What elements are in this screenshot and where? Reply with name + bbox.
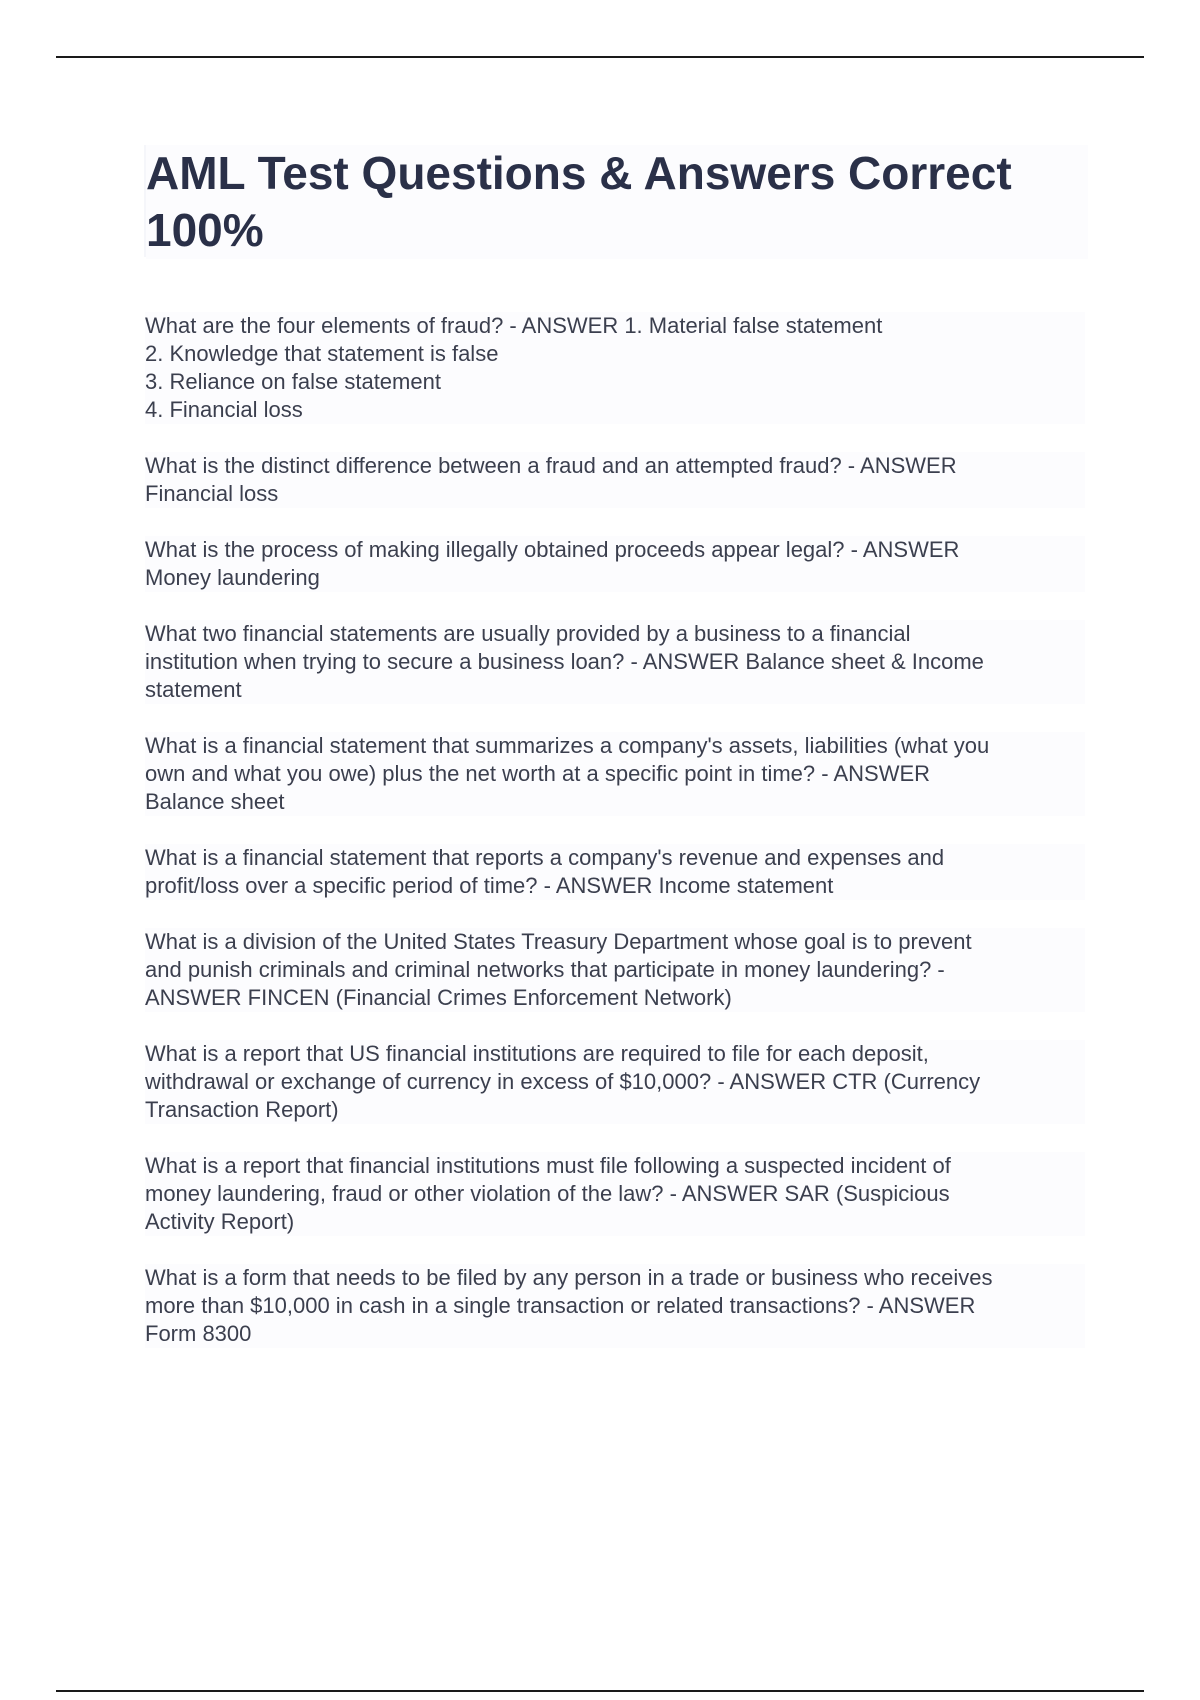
qa-line: institution when trying to secure a business loan? - ANSWER Balance sheet & Income xyxy=(145,648,1085,676)
qa-line: Transaction Report) xyxy=(145,1096,1085,1124)
footer-rule xyxy=(56,1690,1144,1692)
qa-line: What is the process of making illegally obtained proceeds appear legal? - ANSWER xyxy=(145,536,1085,564)
qa-line: Financial loss xyxy=(145,480,1085,508)
qa-line: own and what you owe) plus the net worth at a specific point in time? - ANSWER xyxy=(145,760,1085,788)
qa-item xyxy=(145,1040,1085,1124)
qa-item xyxy=(145,536,1085,592)
title-band xyxy=(144,145,1088,257)
qa-line: Money laundering xyxy=(145,564,1085,592)
qa-line: 3. Reliance on false statement xyxy=(145,368,1085,396)
qa-line: profit/loss over a specific period of time? - ANSWER Income statement xyxy=(145,872,1085,900)
qa-line: What is a division of the United States Treasury Department whose goal is to prevent xyxy=(145,928,1085,956)
qa-line: 4. Financial loss xyxy=(145,396,1085,424)
page-title xyxy=(144,145,1088,259)
qa-list xyxy=(145,312,1085,1376)
qa-line: and punish criminals and criminal networks that participate in money laundering? - xyxy=(145,956,1085,984)
qa-item xyxy=(145,732,1085,816)
qa-line: What two financial statements are usually provided by a business to a financial xyxy=(145,620,1085,648)
qa-line: Balance sheet xyxy=(145,788,1085,816)
qa-line: What is a report that US financial institutions are required to file for each deposit, xyxy=(145,1040,1085,1068)
qa-item xyxy=(145,928,1085,1012)
qa-item xyxy=(145,452,1085,508)
qa-item xyxy=(145,1264,1085,1348)
qa-line: What is the distinct difference between a fraud and an attempted fraud? - ANSWER xyxy=(145,452,1085,480)
qa-line: more than $10,000 in cash in a single transaction or related transactions? - ANSWER xyxy=(145,1292,1085,1320)
qa-line: withdrawal or exchange of currency in excess of $10,000? - ANSWER CTR (Currency xyxy=(145,1068,1085,1096)
title-line: 100% xyxy=(146,202,1088,259)
qa-line: Form 8300 xyxy=(145,1320,1085,1348)
qa-line: What is a financial statement that summarizes a company's assets, liabilities (what you xyxy=(145,732,1085,760)
qa-line: What are the four elements of fraud? - ANSWER 1. Material false statement xyxy=(145,312,1085,340)
qa-item xyxy=(145,620,1085,704)
qa-line: What is a report that financial institutions must file following a suspected incident of xyxy=(145,1152,1085,1180)
header-rule xyxy=(56,56,1144,58)
qa-item xyxy=(145,312,1085,424)
title-line: AML Test Questions & Answers Correct xyxy=(146,145,1088,202)
qa-line: money laundering, fraud or other violation of the law? - ANSWER SAR (Suspicious xyxy=(145,1180,1085,1208)
qa-line: 2. Knowledge that statement is false xyxy=(145,340,1085,368)
qa-line: statement xyxy=(145,676,1085,704)
qa-item xyxy=(145,844,1085,900)
qa-line: ANSWER FINCEN (Financial Crimes Enforcement Network) xyxy=(145,984,1085,1012)
qa-line: What is a form that needs to be filed by any person in a trade or business who receives xyxy=(145,1264,1085,1292)
qa-item xyxy=(145,1152,1085,1236)
qa-line: What is a financial statement that reports a company's revenue and expenses and xyxy=(145,844,1085,872)
qa-line: Activity Report) xyxy=(145,1208,1085,1236)
